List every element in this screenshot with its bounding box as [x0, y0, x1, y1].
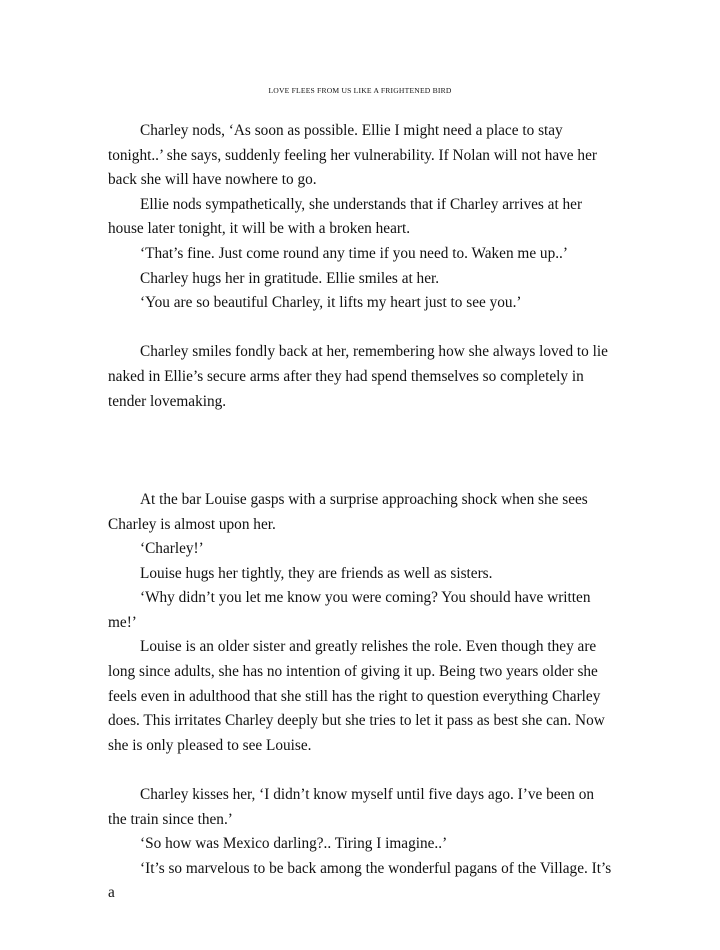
paragraph: Charley nods, ‘As soon as possible. Ellie I might need a place to stay tonight..’ she says, suddenly feeling her vulnerability. If Nolan will not have her back she will have nowhere to go. — [108, 122, 597, 189]
paragraph: ‘You are so beautiful Charley, it lifts my heart just to see you.’ — [140, 294, 522, 312]
paragraph: ‘So how was Mexico darling?.. Tiring I imagine..’ — [140, 835, 448, 853]
paragraph: Ellie nods sympathetically, she understands that if Charley arrives at her house later tonight, it will be with a broken heart. — [108, 195, 583, 238]
paragraph: ‘Charley!’ — [140, 540, 204, 558]
paragraph: ‘Why didn’t you let me know you were coming? You should have written me!’ — [108, 589, 591, 631]
running-header: LOVE FLEES FROM US LIKE A FRIGHTENED BIRD — [268, 86, 452, 95]
scene-break — [108, 414, 614, 488]
paragraph: Louise is an older sister and greatly relishes the role. Even though they are long since adults, she has no intention of giving it up. Being two years older she feels even in adulthood that she still has the right to question everything Charley does. This irritates Charley deeply but she tries to let it pass as best she can. Now she is only pleased to see Louise. — [108, 638, 605, 754]
body-text — [108, 119, 614, 906]
paragraph: Charley kisses her, ‘I didn’t know myself until five days ago. I’ve been on the train since then.’ — [108, 786, 595, 828]
paragraph: ‘It’s so marvelous to be back among the wonderful pagans of the Village. It’s a — [108, 859, 612, 902]
paragraph: ‘That’s fine. Just come round any time if you need to. Waken me up..’ — [140, 244, 568, 262]
paragraph: Louise hugs her tightly, they are friends as well as sisters. — [140, 564, 493, 582]
paragraph: Charley smiles fondly back at her, remembering how she always loved to lie naked in Ellie’s secure arms after they had spend themselves so completely in tender lovemaking. — [108, 343, 608, 410]
paragraph-spacer — [108, 316, 614, 341]
paragraph: Charley hugs her in gratitude. Ellie smiles at her. — [140, 269, 440, 287]
paragraph: At the bar Louise gasps with a surprise approaching shock when she sees Charley is almost upon her. — [108, 490, 588, 533]
paragraph-spacer — [108, 758, 614, 783]
